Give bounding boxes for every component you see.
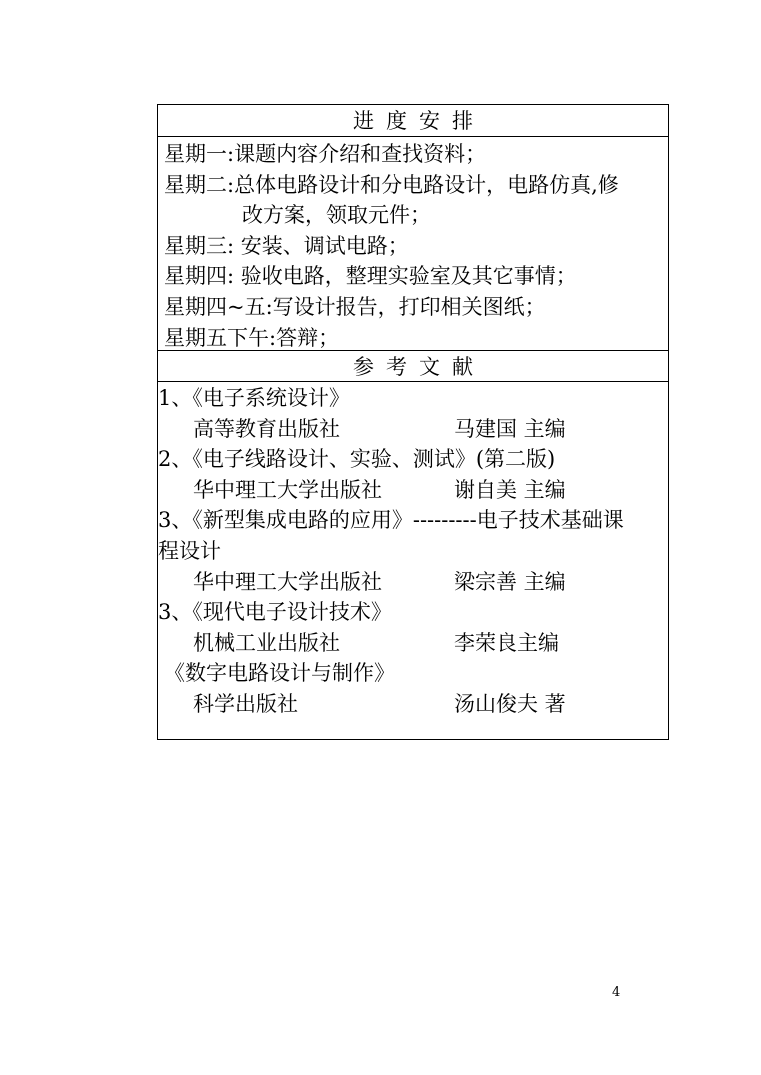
reference-publisher-line — [158, 414, 668, 445]
reference-title: 3、《现代电子设计技术》 — [158, 600, 392, 625]
schedule-line-wednesday: 星期三: 安装、调试电路； — [164, 233, 409, 258]
reference-title: 1、《电子系统设计》 — [158, 386, 350, 410]
reference-publisher-line — [158, 475, 668, 506]
reference-author: 汤山俊夫 著 — [454, 691, 566, 716]
reference-publisher: 科学出版社 — [193, 691, 298, 716]
reference-publisher: 高等教育出版社 — [193, 416, 340, 441]
schedule-line-tuesday-cont: 改方案，领取元件； — [242, 203, 431, 228]
schedule-section — [158, 137, 668, 350]
reference-title: 3、《新型集成电路的应用》---------电子技术基础课 — [158, 508, 624, 533]
reference-title: 2、《电子线路设计、实验、测试》(第二版) — [158, 447, 556, 472]
schedule-line-thursday-friday: 星期四~五:写设计报告，打印相关图纸； — [164, 294, 546, 319]
reference-publisher: 机械工业出版社 — [193, 630, 340, 655]
reference-publisher: 华中理工大学出版社 — [193, 569, 382, 594]
reference-publisher: 华中理工大学出版社 — [193, 477, 382, 502]
reference-author: 李荣良主编 — [454, 630, 559, 655]
reference-title-continuation: 程设计 — [158, 538, 221, 563]
page-number: 4 — [612, 985, 621, 1000]
document-table — [157, 104, 669, 740]
schedule-header: 进度安排 — [158, 105, 668, 137]
schedule-line-friday-afternoon: 星期五下午:答辩； — [164, 325, 340, 350]
reference-author: 梁宗善 主编 — [454, 569, 566, 594]
reference-publisher-line — [158, 689, 668, 720]
schedule-line-thursday: 星期四: 验收电路，整理实验室及其它事情； — [164, 264, 577, 289]
reference-title: 《数字电路设计与制作》 — [164, 661, 395, 686]
reference-author: 马建国 主编 — [454, 416, 566, 441]
reference-publisher-line — [158, 628, 668, 659]
references-header: 参考文献 — [158, 350, 668, 382]
schedule-line-tuesday: 星期二:总体电路设计和分电路设计，电路仿真,修 — [164, 172, 619, 197]
references-section — [158, 382, 668, 720]
reference-author: 谢自美 主编 — [454, 477, 566, 502]
schedule-line-monday: 星期一:课题内容介绍和查找资料； — [164, 142, 487, 166]
reference-publisher-line — [158, 567, 668, 598]
